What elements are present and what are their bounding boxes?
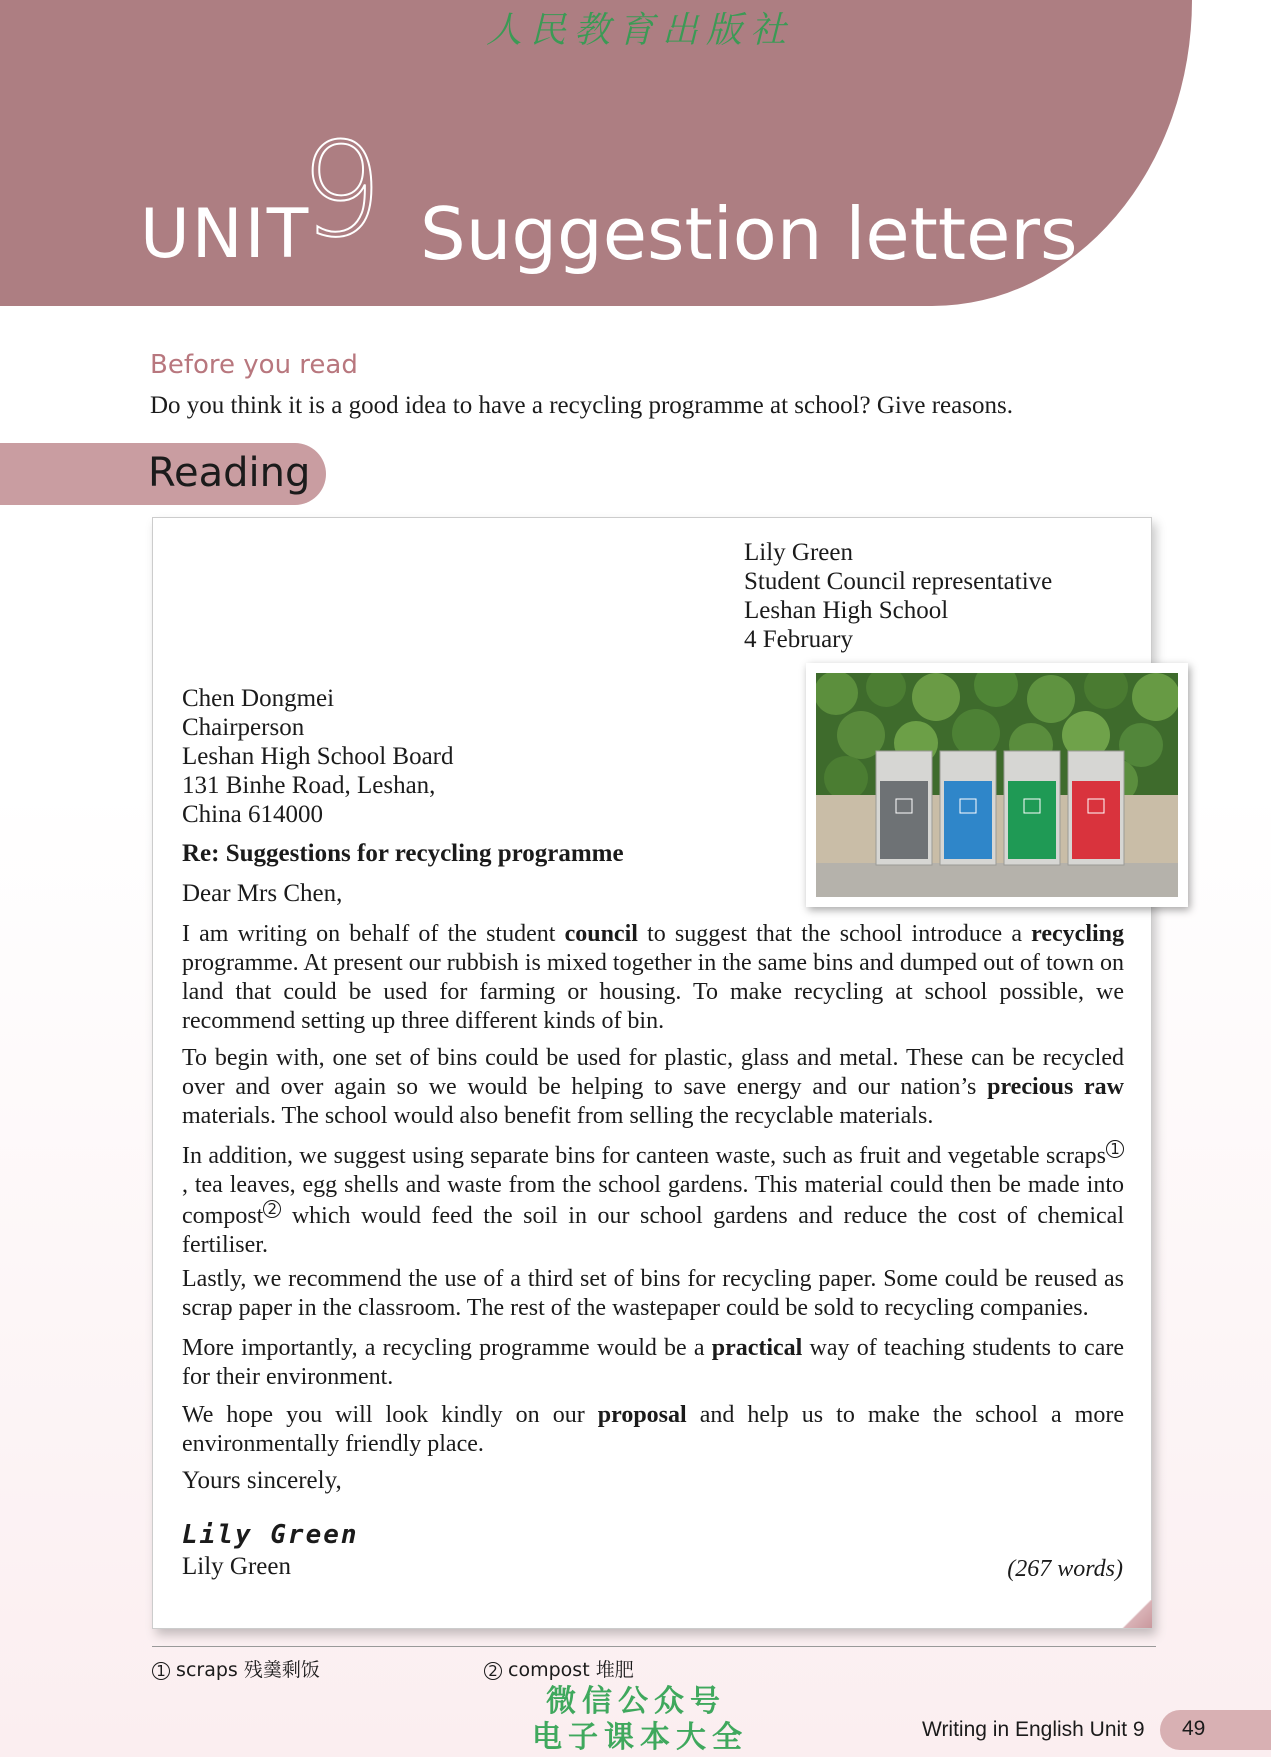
paragraph-3: In addition, we suggest using separate bins for canteen waste, such as fruit and vegetable scraps 1, tea leaves, egg shells and waste from the school gardens. This material could then be made into compost 2 which would feed the soil in our school gardens and reduce the cost of chemical fertiliser. xyxy=(182,1140,1124,1258)
sender-school: Leshan High School xyxy=(744,597,949,624)
bin-body xyxy=(1072,781,1120,859)
paragraph-4: Lastly, we recommend the use of a third set of bins for recycling paper. Some could be reused as scrap paper in the classroom. The rest of the wastepaper could be sold to recycling companies. xyxy=(182,1266,1124,1321)
recycling-bins-photo xyxy=(806,663,1188,907)
footnote-marker-2: 2 xyxy=(263,1200,281,1218)
letter-date: 4 February xyxy=(744,626,853,653)
reading-label: Reading xyxy=(148,450,311,496)
unit-title: Suggestion letters xyxy=(420,192,1078,276)
page-curl xyxy=(1122,1600,1152,1628)
footnote-2-mark: 2 xyxy=(484,1662,502,1680)
paragraph-1: I am writing on behalf of the student council to suggest that the school introduce a recycling programme. At present our rubbish is mixed together in the same bins and dumped out of town on land that could be used for farming or housing. To make recycling at school possible, we recommend setting up three different kinds of bin. xyxy=(182,921,1124,1034)
footnote-1 xyxy=(152,1655,320,1682)
paragraph-6: We hope you will look kindly on our proposal and help us to make the school a more environmentally friendly place. xyxy=(182,1402,1124,1457)
signature-name: Lily Green xyxy=(182,1553,291,1580)
recipient-address xyxy=(182,684,453,829)
footnote-marker-1: 1 xyxy=(1106,1140,1124,1158)
recipient-name: Chen Dongmei xyxy=(182,685,335,712)
pavement xyxy=(816,863,1178,897)
watermark-line-2: 电子课本大全 xyxy=(532,1720,748,1755)
keyword-proposal: proposal xyxy=(597,1402,687,1428)
subject-line: Re: Suggestions for recycling programme xyxy=(182,840,624,867)
bin-body xyxy=(880,781,928,859)
footnote-divider xyxy=(152,1646,1156,1647)
unit-number: 9 xyxy=(300,114,383,266)
footnote-1-mark: 1 xyxy=(152,1662,170,1680)
before-you-read-label: Before you read xyxy=(150,350,358,380)
sender-name: Lily Green xyxy=(744,539,853,566)
footnote-1-text: scraps 残羹剩饭 xyxy=(176,1659,320,1681)
paragraph-2: To begin with, one set of bins could be used for plastic, glass and metal. These can be recycled over and over again so we would be helping to save energy and our nation’s precious raw materials. The school would also benefit from selling the recyclable materials. xyxy=(182,1045,1124,1129)
keyword-practical: practical xyxy=(711,1335,803,1361)
unit-label: UNIT xyxy=(140,195,311,274)
closing: Yours sincerely, xyxy=(182,1467,342,1494)
keyword-precious-raw: precious raw xyxy=(987,1074,1124,1100)
publisher-logo: 人民教育出版社 xyxy=(485,10,794,51)
recipient-role: Chairperson xyxy=(182,714,305,741)
paragraph-5: More importantly, a recycling programme would be a practical way of teaching students to care for their environment. xyxy=(182,1335,1124,1390)
word-count: (267 words) xyxy=(1007,1556,1123,1582)
recycling-bins-illustration xyxy=(816,673,1178,897)
footnote-2-text: compost 堆肥 xyxy=(508,1659,634,1681)
bin-body xyxy=(944,781,992,859)
sender-address xyxy=(744,538,1052,654)
recipient-organisation: Leshan High School Board xyxy=(182,743,454,770)
keyword-recycling: recycling xyxy=(1031,921,1124,947)
handwritten-signature: Lily Green xyxy=(182,1520,359,1550)
salutation: Dear Mrs Chen, xyxy=(182,880,343,907)
page-number-tab xyxy=(1160,1710,1271,1750)
page-number: 49 xyxy=(1182,1717,1206,1740)
bin-body xyxy=(1008,781,1056,859)
keyword-council: council xyxy=(564,921,638,947)
before-you-read-question: Do you think it is a good idea to have a recycling programme at school? Give reasons. xyxy=(150,392,1013,419)
recipient-country: China 614000 xyxy=(182,801,323,828)
sender-role: Student Council representative xyxy=(744,568,1053,595)
watermark-line-1: 微信公众号 xyxy=(546,1684,726,1719)
footer-running-title: Writing in English Unit 9 xyxy=(922,1718,1145,1741)
recipient-street: 131 Binhe Road, Leshan, xyxy=(182,772,436,799)
